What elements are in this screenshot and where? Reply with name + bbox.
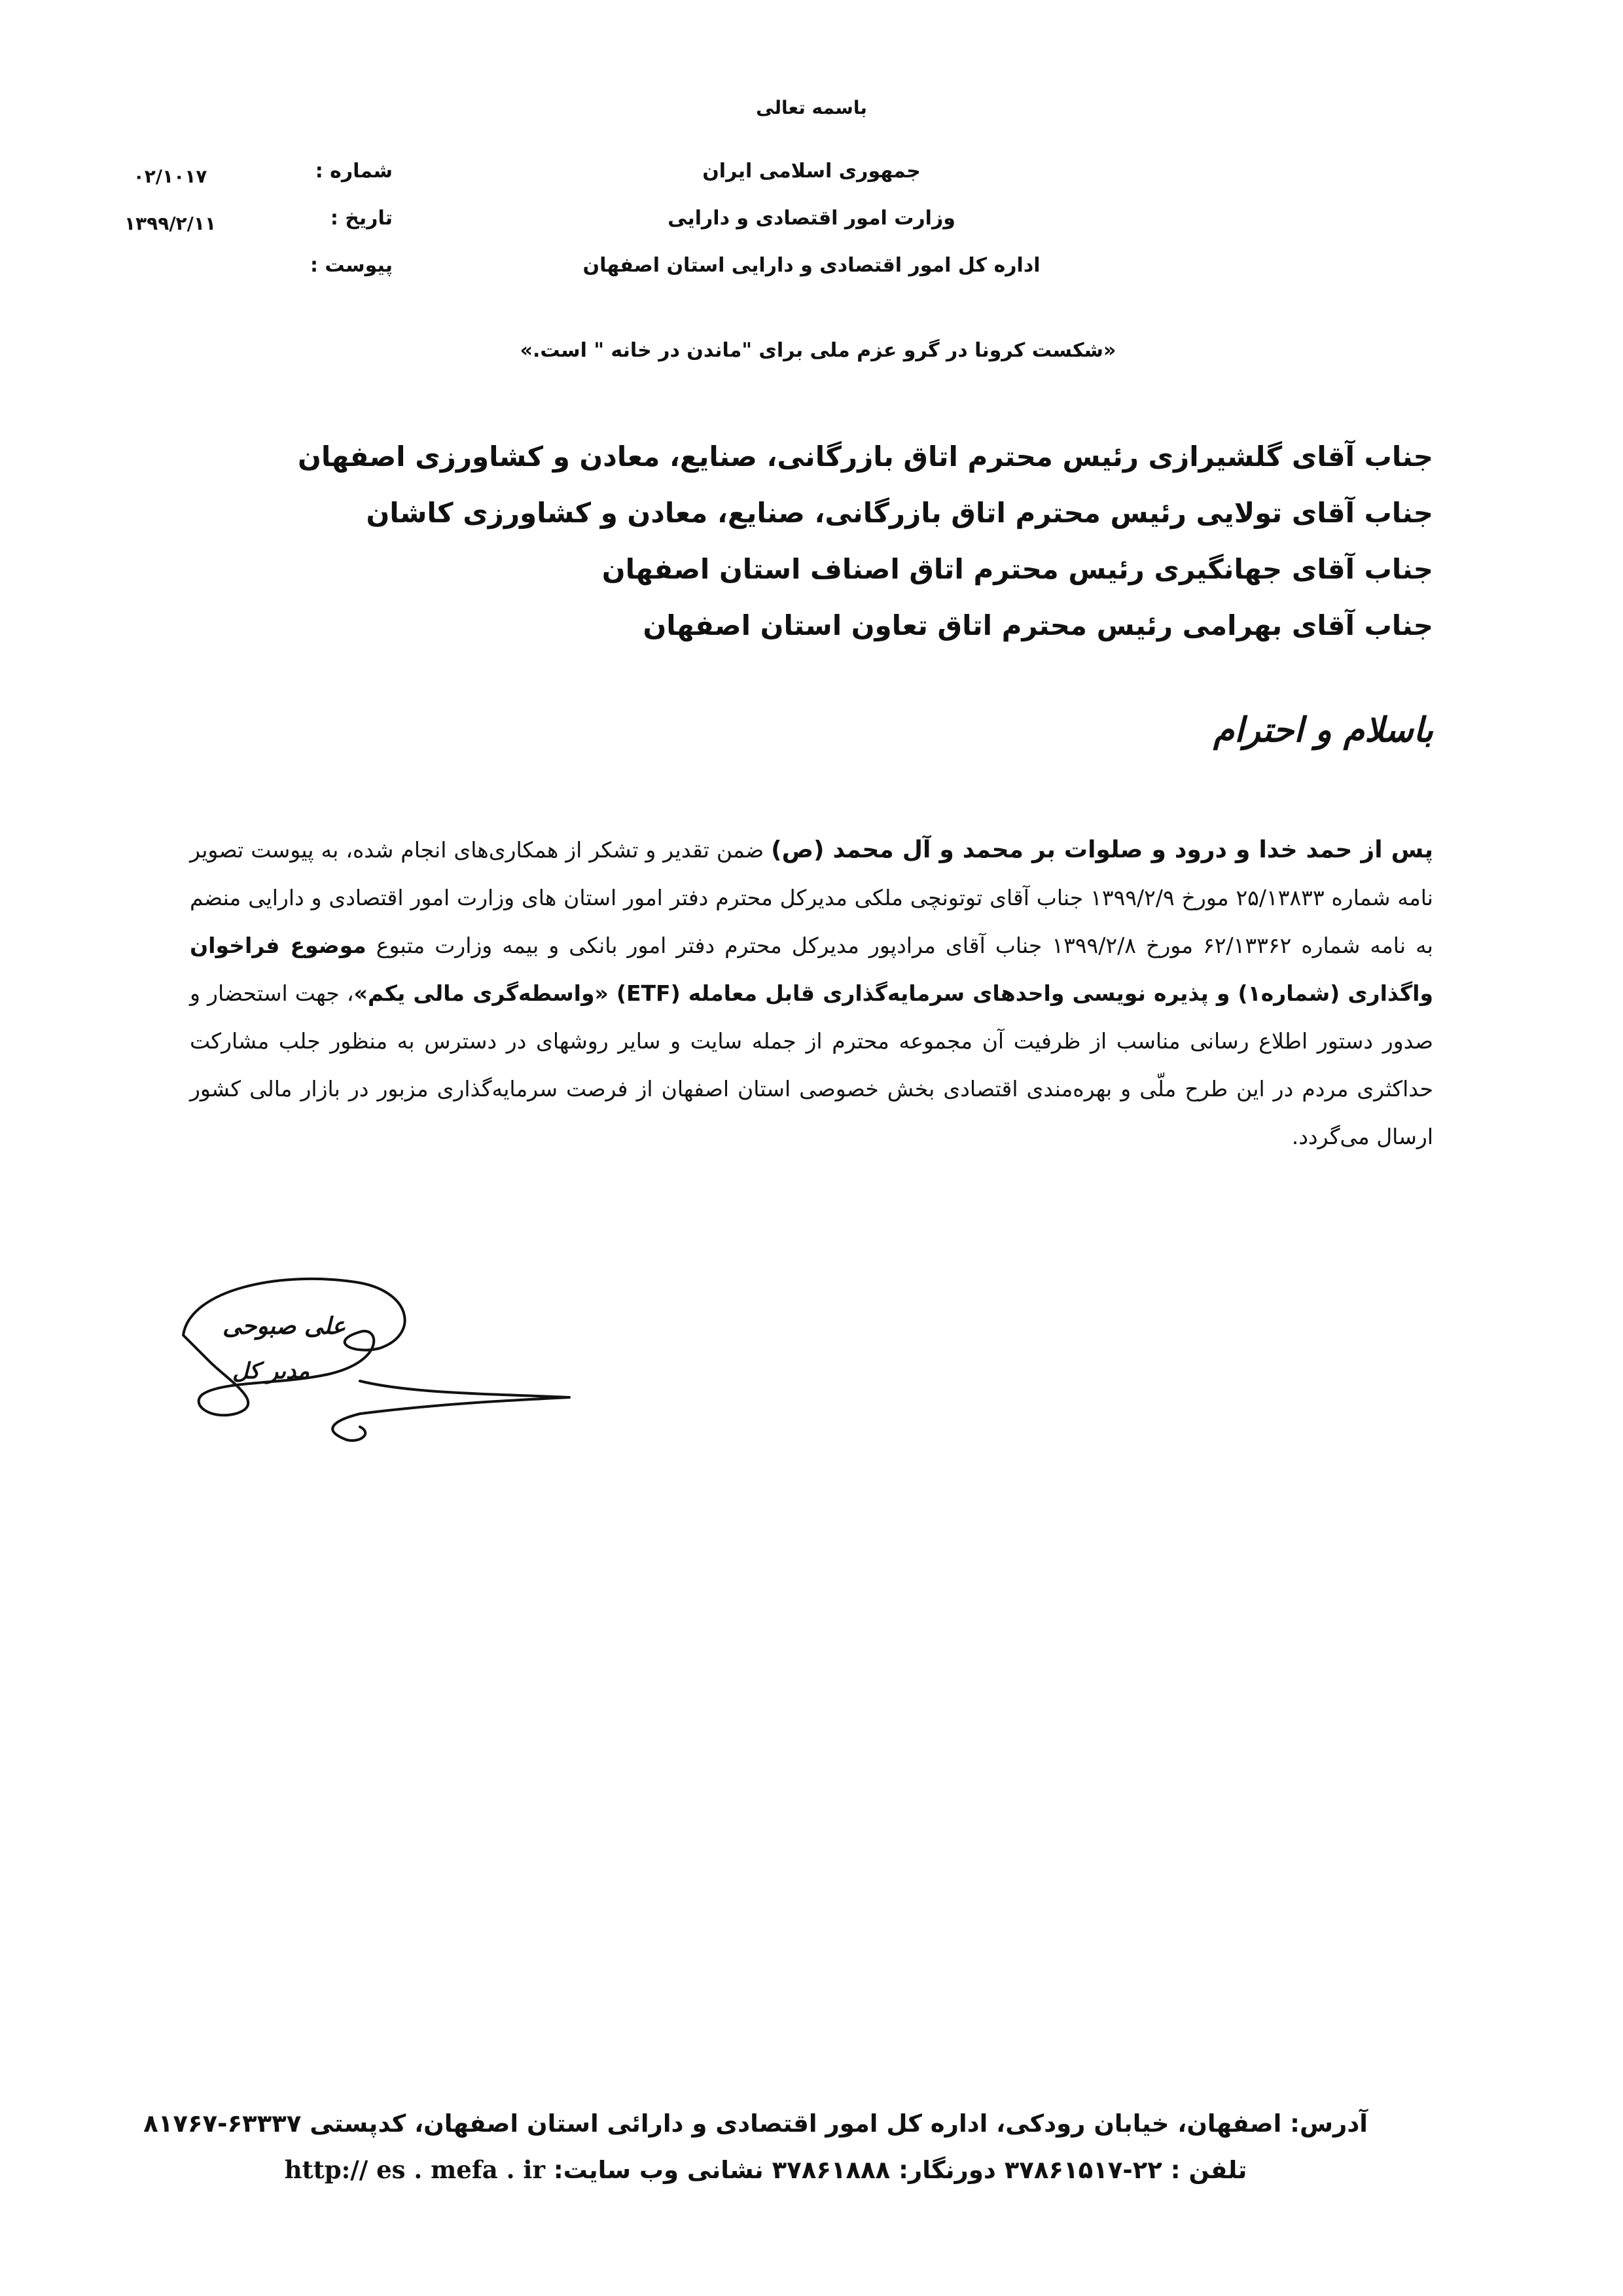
letterhead-office: اداره کل امور اقتصادی و دارایی استان اصفهان	[582, 254, 1041, 277]
recipient-line: جناب آقای بهرامی رئیس محترم اتاق تعاون استان اصفهان	[643, 609, 1433, 641]
letterhead-country: جمهوری اسلامی ایران	[702, 160, 921, 183]
body-opening: پس از حمد خدا و درود و صلوات بر محمد و آل محمد (ص)	[771, 836, 1433, 863]
date-label: تاریخ :	[330, 207, 393, 230]
footer-address: آدرس: اصفهان، خیابان رودکی، اداره کل امور اقتصادی و دارائی استان اصفهان، کدپستی ۶۳۳۳۷-۸۱۷۶۷	[143, 2109, 1368, 2138]
letter-date-value: ۱۳۹۹/۲/۱۱	[124, 213, 217, 234]
signature-scribble	[164, 1263, 582, 1460]
footer-website: http:// es . mefa . ir	[284, 2155, 545, 2184]
footer	[143, 2101, 1368, 2193]
body-text-part1: ضمن تقدیر و تشکر از همکاری‌های انجام شده، به پیوست تصویر نامه شماره ۲۵/۱۳۸۳۳ مورخ ۱۳۹۹/۲/۹ جناب آقای توتونچی ملکی مدیرکل محترم دفتر امور استان های وزارت امور اقتصادی و دارایی منضم به نامه شماره ۶۲/۱۳۳۶۲ مورخ ۱۳۹۹/۲/۸ جناب آقای مرادپور مدیرکل محترم دفتر امور بانکی و بیمه وزارت متبوع	[190, 837, 1433, 958]
letter-meta-labels	[275, 148, 393, 289]
greeting: باسلام و احترام	[1213, 710, 1433, 750]
letterhead-ministry: وزارت امور اقتصادی و دارایی	[668, 207, 955, 230]
invocation-heading: باسمه تعالی	[756, 97, 867, 118]
letter-body	[190, 826, 1433, 1160]
number-label: شماره :	[315, 160, 393, 183]
signatory-name: علی صبوحی	[223, 1312, 346, 1340]
recipient-line: جناب آقای جهانگیری رئیس محترم اتاق اصناف استان اصفهان	[601, 553, 1433, 585]
signatory-title: مدیر کل	[232, 1358, 310, 1384]
letterhead	[524, 148, 1099, 289]
attachment-label: پیوست :	[310, 254, 393, 277]
footer-contact-line	[164, 2147, 1368, 2193]
recipient-line: جناب آقای گلشیرازی رئیس محترم اتاق بازرگانی، صنایع، معادن و کشاورزی اصفهان	[298, 440, 1433, 473]
letter-number-value: ۰۲/۱۰۱۷	[133, 166, 207, 187]
recipient-list	[298, 429, 1433, 654]
body-subject: موضوع فراخوان واگذاری (شماره۱) و پذیره نویسی واحدهای سرمایه‌گذاری قابل معامله (ETF) «واسطه‌گری مالی یکم»	[190, 933, 1433, 1006]
letter-meta-values	[92, 153, 249, 247]
body-text-part2: ، جهت استحضار و صدور دستور اطلاع رسانی مناسب از ظرفیت آن مجموعه محترم از جمله سایت و سایر روشهای در دسترس به منظور جلب مشارکت حداکثری مردم در این طرح ملّی و بهره‌مندی اقتصادی بخش خصوصی استان اصفهان از فرصت سرمایه‌گذاری مزبور در بازار مالی کشور ارسال می‌گردد.	[190, 980, 1433, 1149]
recipient-line: جناب آقای تولایی رئیس محترم اتاق بازرگانی، صنایع، معادن و کشاورزی کاشان	[366, 497, 1433, 529]
signature-block	[164, 1263, 582, 1460]
slogan: «شکست کرونا در گرو عزم ملی برای "ماندن در خانه " است.»	[520, 339, 1116, 362]
footer-contact: تلفن : ۲۲-۳۷۸۶۱۵۱۷ دورنگار: ۳۷۸۶۱۸۸۸ نشانی وب سایت:	[553, 2156, 1247, 2184]
